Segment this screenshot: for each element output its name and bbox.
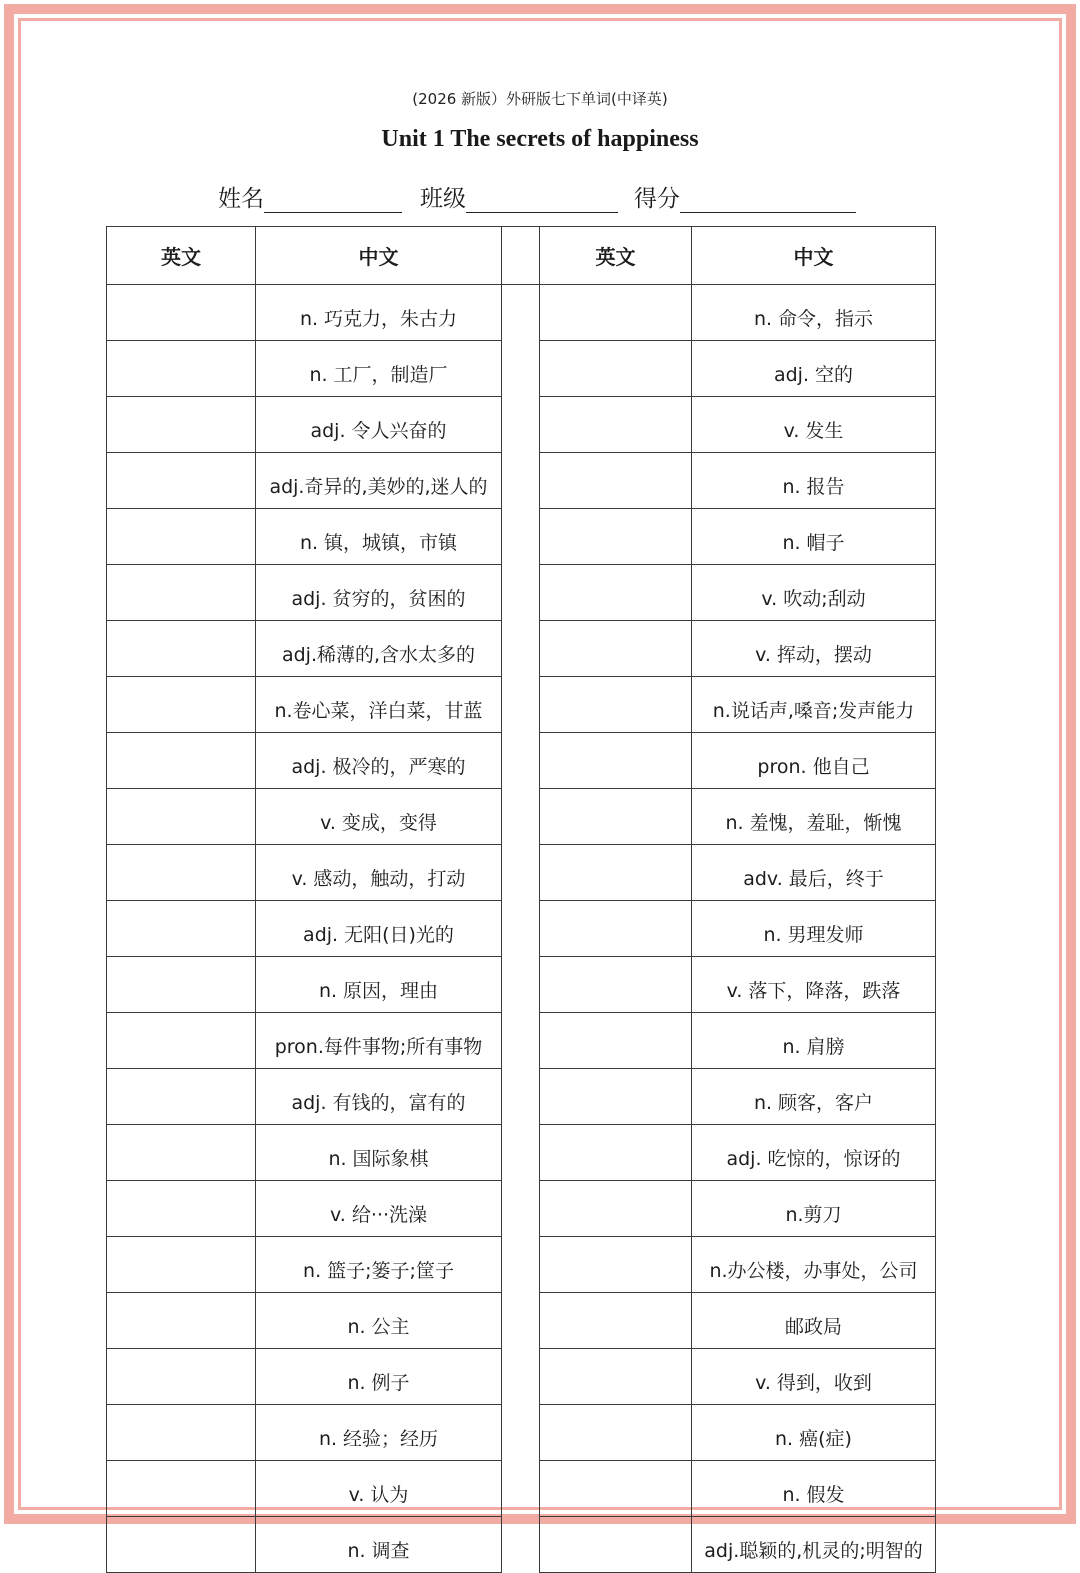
column-gap: [502, 1517, 540, 1573]
english-answer-cell-left[interactable]: [107, 733, 256, 789]
table-row: [107, 733, 936, 789]
chinese-meaning-left: n. 工厂，制造厂: [256, 341, 502, 397]
english-answer-cell-right[interactable]: [540, 1181, 692, 1237]
english-answer-cell-right[interactable]: [540, 341, 692, 397]
english-answer-cell-right[interactable]: [540, 733, 692, 789]
english-answer-cell-left[interactable]: [107, 677, 256, 733]
english-answer-cell-left[interactable]: [107, 789, 256, 845]
chinese-meaning-left: n.卷心菜，洋白菜，甘蓝: [256, 677, 502, 733]
chinese-meaning-left: v. 给···洗澡: [256, 1181, 502, 1237]
table-row: [107, 1181, 936, 1237]
chinese-meaning-left: adj.稀薄的,含水太多的: [256, 621, 502, 677]
table-row: [107, 1069, 936, 1125]
column-gap: [502, 1237, 540, 1293]
header-english-right: 英文: [540, 227, 692, 285]
chinese-meaning-right: v. 发生: [692, 397, 936, 453]
english-answer-cell-left[interactable]: [107, 565, 256, 621]
chinese-meaning-left: adj. 有钱的，富有的: [256, 1069, 502, 1125]
column-gap: [502, 1293, 540, 1349]
english-answer-cell-left[interactable]: [107, 341, 256, 397]
header-chinese-right: 中文: [692, 227, 936, 285]
english-answer-cell-right[interactable]: [540, 1405, 692, 1461]
table-row: [107, 341, 936, 397]
chinese-meaning-right: pron. 他自己: [692, 733, 936, 789]
english-answer-cell-right[interactable]: [540, 1293, 692, 1349]
english-answer-cell-right[interactable]: [540, 1349, 692, 1405]
chinese-meaning-left: v. 变成，变得: [256, 789, 502, 845]
english-answer-cell-left[interactable]: [107, 1181, 256, 1237]
english-answer-cell-left[interactable]: [107, 621, 256, 677]
english-answer-cell-right[interactable]: [540, 509, 692, 565]
english-answer-cell-left[interactable]: [107, 957, 256, 1013]
english-answer-cell-right[interactable]: [540, 565, 692, 621]
english-answer-cell-right[interactable]: [540, 677, 692, 733]
header-english-left: 英文: [107, 227, 256, 285]
column-gap: [502, 1013, 540, 1069]
column-gap: [502, 1461, 540, 1517]
chinese-meaning-right: v. 吹动;刮动: [692, 565, 936, 621]
chinese-meaning-left: n. 公主: [256, 1293, 502, 1349]
chinese-meaning-right: adj. 空的: [692, 341, 936, 397]
table-row: [107, 1125, 936, 1181]
chinese-meaning-left: n. 篮子;篓子;筐子: [256, 1237, 502, 1293]
chinese-meaning-right: n. 帽子: [692, 509, 936, 565]
table-header-row: [107, 227, 936, 285]
chinese-meaning-right: n. 报告: [692, 453, 936, 509]
class-blank[interactable]: [466, 186, 618, 213]
column-gap: [502, 509, 540, 565]
chinese-meaning-right: n. 癌(症): [692, 1405, 936, 1461]
chinese-meaning-right: n.办公楼，办事处，公司: [692, 1237, 936, 1293]
english-answer-cell-left[interactable]: [107, 845, 256, 901]
chinese-meaning-left: adj. 无阳(日)光的: [256, 901, 502, 957]
header-chinese-left: 中文: [256, 227, 502, 285]
column-gap: [502, 845, 540, 901]
english-answer-cell-left[interactable]: [107, 397, 256, 453]
english-answer-cell-left[interactable]: [107, 1069, 256, 1125]
chinese-meaning-left: n. 经验；经历: [256, 1405, 502, 1461]
name-field[interactable]: [218, 180, 402, 213]
chinese-meaning-left: v. 感动，触动，打动: [256, 845, 502, 901]
class-field[interactable]: [420, 180, 618, 213]
table-row: [107, 1013, 936, 1069]
english-answer-cell-left[interactable]: [107, 1349, 256, 1405]
chinese-meaning-right: adv. 最后，终于: [692, 845, 936, 901]
column-gap: [502, 453, 540, 509]
english-answer-cell-left[interactable]: [107, 453, 256, 509]
score-blank[interactable]: [680, 186, 856, 213]
english-answer-cell-right[interactable]: [540, 1013, 692, 1069]
table-row: [107, 1461, 936, 1517]
english-answer-cell-left[interactable]: [107, 509, 256, 565]
english-answer-cell-right[interactable]: [540, 845, 692, 901]
chinese-meaning-left: n. 例子: [256, 1349, 502, 1405]
chinese-meaning-right: n.说话声,嗓音;发声能力: [692, 677, 936, 733]
name-blank[interactable]: [264, 186, 402, 213]
english-answer-cell-left[interactable]: [107, 1517, 256, 1573]
chinese-meaning-left: adj. 贫穷的，贫困的: [256, 565, 502, 621]
chinese-meaning-right: n. 命令，指示: [692, 285, 936, 341]
english-answer-cell-right[interactable]: [540, 621, 692, 677]
chinese-meaning-right: n. 顾客，客户: [692, 1069, 936, 1125]
chinese-meaning-right: v. 落下，降落，跌落: [692, 957, 936, 1013]
chinese-meaning-right: n. 男理发师: [692, 901, 936, 957]
chinese-meaning-left: n. 国际象棋: [256, 1125, 502, 1181]
column-gap: [502, 565, 540, 621]
table-row: [107, 397, 936, 453]
english-answer-cell-left[interactable]: [107, 1405, 256, 1461]
english-answer-cell-right[interactable]: [540, 957, 692, 1013]
table-row: [107, 509, 936, 565]
english-answer-cell-right[interactable]: [540, 789, 692, 845]
english-answer-cell-left[interactable]: [107, 1125, 256, 1181]
table-row: [107, 789, 936, 845]
column-gap: [502, 1405, 540, 1461]
chinese-meaning-left: adj. 令人兴奋的: [256, 397, 502, 453]
table-row: [107, 565, 936, 621]
chinese-meaning-right: n. 假发: [692, 1461, 936, 1517]
chinese-meaning-right: v. 挥动，摆动: [692, 621, 936, 677]
column-gap: [502, 901, 540, 957]
english-answer-cell-right[interactable]: [540, 1517, 692, 1573]
english-answer-cell-right[interactable]: [540, 285, 692, 341]
chinese-meaning-left: n. 调查: [256, 1517, 502, 1573]
column-gap: [502, 1125, 540, 1181]
table-row: [107, 957, 936, 1013]
table-row: [107, 1349, 936, 1405]
column-gap: [502, 1349, 540, 1405]
chinese-meaning-left: n. 巧克力，朱古力: [256, 285, 502, 341]
chinese-meaning-left: pron.每件事物;所有事物: [256, 1013, 502, 1069]
table-row: [107, 677, 936, 733]
chinese-meaning-right: adj.聪颖的,机灵的;明智的: [692, 1517, 936, 1573]
english-answer-cell-right[interactable]: [540, 397, 692, 453]
score-field[interactable]: [634, 180, 856, 213]
chinese-meaning-left: v. 认为: [256, 1461, 502, 1517]
document-title: Unit 1 The secrets of happiness: [381, 126, 699, 152]
column-gap: [502, 341, 540, 397]
table-row: [107, 901, 936, 957]
column-gap: [502, 397, 540, 453]
column-gap: [502, 733, 540, 789]
class-label: 班级: [420, 186, 466, 212]
name-label: 姓名: [218, 186, 264, 212]
column-gap: [502, 621, 540, 677]
document-subtitle: (2026 新版）外研版七下单词(中译英): [412, 90, 668, 108]
column-gap: [502, 789, 540, 845]
chinese-meaning-right: 邮政局: [692, 1293, 936, 1349]
english-answer-cell-left[interactable]: [107, 1237, 256, 1293]
column-gap: [502, 227, 540, 285]
column-gap: [502, 1181, 540, 1237]
chinese-meaning-right: n. 肩膀: [692, 1013, 936, 1069]
vocabulary-table: [106, 226, 936, 1573]
english-answer-cell-right[interactable]: [540, 453, 692, 509]
english-answer-cell-left[interactable]: [107, 1293, 256, 1349]
table-row: [107, 1237, 936, 1293]
table-row: [107, 1405, 936, 1461]
table-row: [107, 1293, 936, 1349]
chinese-meaning-right: n. 羞愧，羞耻，惭愧: [692, 789, 936, 845]
chinese-meaning-left: n. 镇，城镇，市镇: [256, 509, 502, 565]
vocabulary-table-container: [106, 226, 935, 1562]
english-answer-cell-left[interactable]: [107, 901, 256, 957]
chinese-meaning-left: n. 原因，理由: [256, 957, 502, 1013]
chinese-meaning-left: adj. 极冷的，严寒的: [256, 733, 502, 789]
english-answer-cell-right[interactable]: [540, 1237, 692, 1293]
english-answer-cell-right[interactable]: [540, 1125, 692, 1181]
english-answer-cell-right[interactable]: [540, 1069, 692, 1125]
chinese-meaning-right: n.剪刀: [692, 1181, 936, 1237]
table-row: [107, 1517, 936, 1573]
table-row: [107, 285, 936, 341]
english-answer-cell-left[interactable]: [107, 1461, 256, 1517]
table-row: [107, 621, 936, 677]
table-row: [107, 453, 936, 509]
chinese-meaning-left: adj.奇异的,美妙的,迷人的: [256, 453, 502, 509]
score-label: 得分: [634, 186, 680, 212]
column-gap: [502, 285, 540, 341]
english-answer-cell-right[interactable]: [540, 901, 692, 957]
column-gap: [502, 1069, 540, 1125]
english-answer-cell-left[interactable]: [107, 1013, 256, 1069]
table-row: [107, 845, 936, 901]
chinese-meaning-right: v. 得到，收到: [692, 1349, 936, 1405]
column-gap: [502, 677, 540, 733]
column-gap: [502, 957, 540, 1013]
english-answer-cell-right[interactable]: [540, 1461, 692, 1517]
english-answer-cell-left[interactable]: [107, 285, 256, 341]
chinese-meaning-right: adj. 吃惊的，惊讶的: [692, 1125, 936, 1181]
